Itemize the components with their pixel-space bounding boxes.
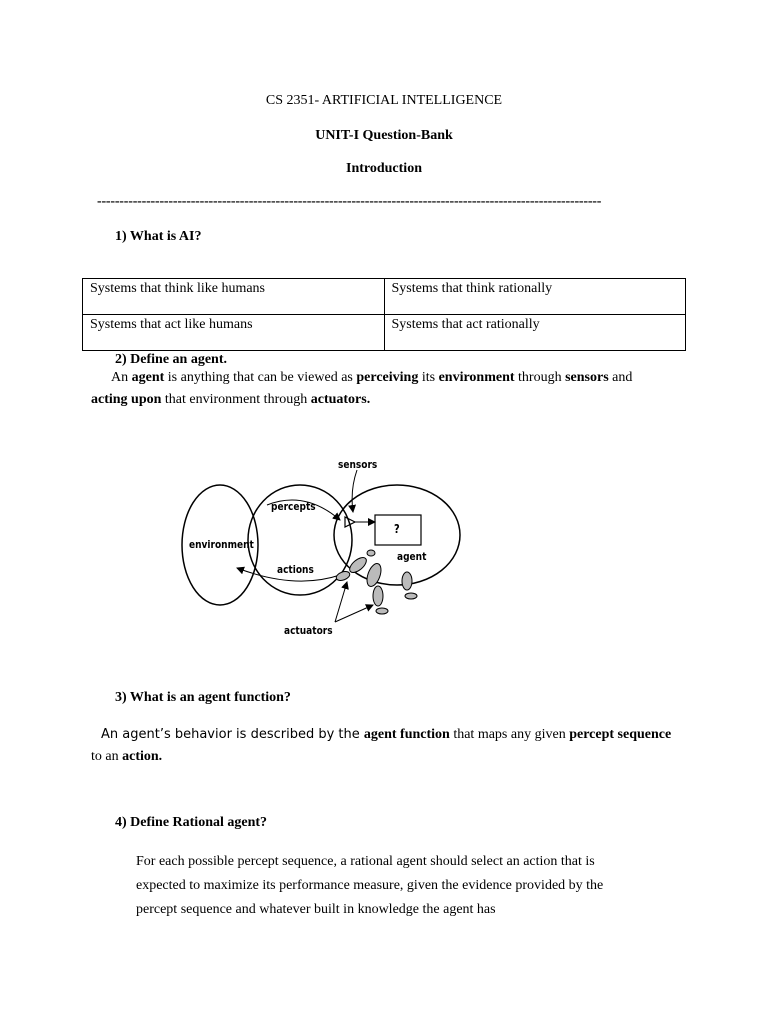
table-cell: Systems that act like humans <box>83 315 385 351</box>
agent-label: agent <box>397 550 427 563</box>
ai-definitions-table <box>82 278 686 351</box>
agent-function-definition <box>91 724 691 768</box>
actuators-arrow <box>335 605 373 622</box>
percepts-label: percepts <box>271 500 316 513</box>
term-perceiving: perceiving <box>356 370 419 385</box>
rational-agent-definition <box>136 850 696 922</box>
term-acting-upon: acting upon <box>91 392 162 407</box>
term-sensors: sensors <box>565 370 609 385</box>
question-1-title: 1) What is AI? <box>115 229 202 244</box>
unknown-program-label: ? <box>394 522 400 536</box>
text-span: through <box>514 370 566 385</box>
text-span: that maps any given <box>449 727 570 742</box>
table-cell: Systems that think like humans <box>83 279 385 315</box>
text-line: percept sequence and whatever built in knowledge the agent has <box>136 902 496 917</box>
question-3-title: 3) What is an agent function? <box>115 690 291 705</box>
term-environment: environment <box>438 370 515 385</box>
text-span: An agent’s behavior is described by the <box>101 727 364 742</box>
unit-title: UNIT-I Question-Bank <box>315 128 453 143</box>
agent-definition <box>91 367 691 411</box>
actions-label: actions <box>277 563 314 576</box>
actuators-label: actuators <box>284 624 333 637</box>
table-cell: Systems that think rationally <box>384 279 686 315</box>
sensors-label: sensors <box>338 458 378 471</box>
table-row <box>83 279 686 315</box>
table-cell: Systems that act rationally <box>384 315 686 351</box>
term-agent-function: agent function <box>363 727 450 742</box>
text-span: is anything that can be viewed as <box>164 370 357 385</box>
question-4-title: 4) Define Rational agent? <box>115 815 268 830</box>
term-agent: agent <box>131 370 165 385</box>
separator-line: ----------------------------------------------------------------------------------------------------------------- <box>97 194 602 209</box>
question-2-title: 2) Define an agent. <box>115 352 227 367</box>
text-span: its <box>418 370 439 385</box>
actuators-arrow <box>335 582 347 622</box>
text-span: and <box>608 370 633 385</box>
environment-label: environment <box>189 538 254 551</box>
text-span: An <box>111 370 132 385</box>
course-title: CS 2351- ARTIFICIAL INTELLIGENCE <box>265 93 503 108</box>
text-span: to an <box>91 749 123 764</box>
term-actuators: actuators. <box>310 392 371 407</box>
table-row <box>83 315 686 351</box>
text-line: expected to maximize its performance measure, given the evidence provided by the <box>136 878 604 893</box>
text-line: For each possible percept sequence, a rational agent should select an action that is <box>136 854 595 869</box>
text-span: that environment through <box>161 392 311 407</box>
section-title: Introduction <box>346 161 422 176</box>
term-action: action. <box>122 749 163 764</box>
term-percept-sequence: percept sequence <box>569 727 672 742</box>
sensors-arrow <box>352 470 357 512</box>
